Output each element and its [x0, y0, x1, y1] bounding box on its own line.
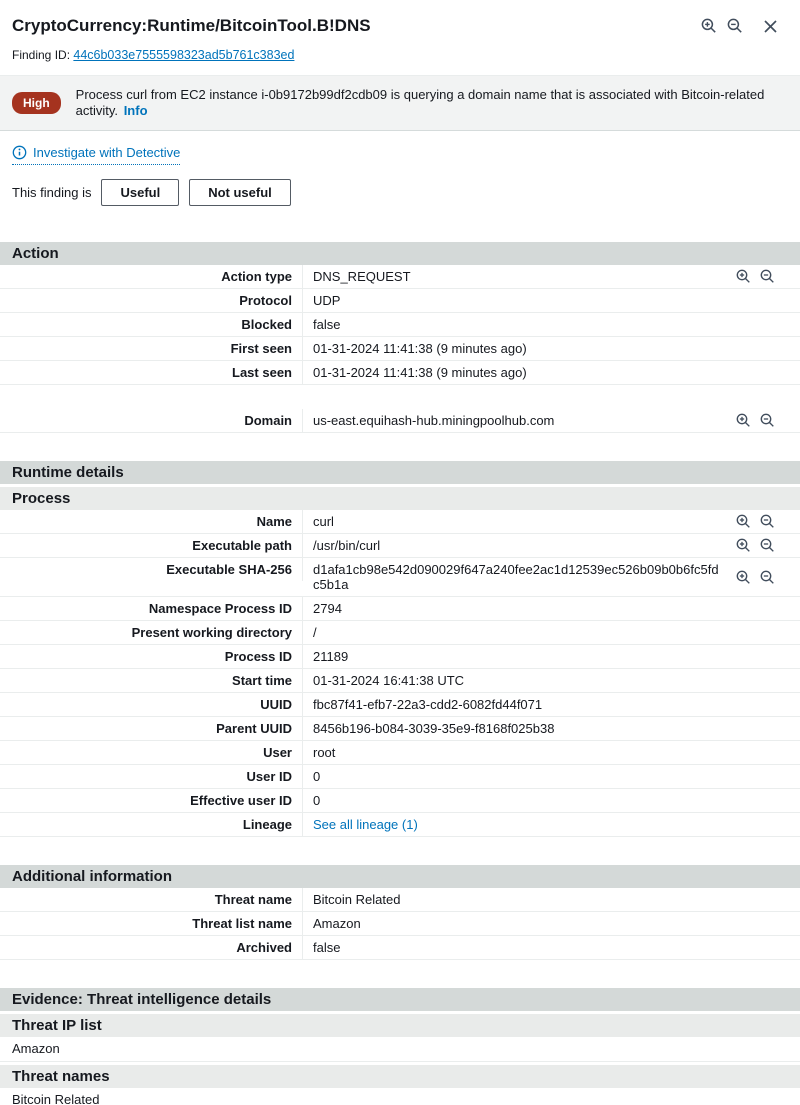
row-value — [303, 813, 800, 836]
row-label: User — [0, 741, 303, 764]
info-icon — [12, 145, 27, 160]
section-header-additional-information: Additional information — [0, 865, 800, 888]
sub-header-process: Process — [0, 487, 800, 510]
table-row — [0, 313, 800, 337]
finding-summary-band — [0, 75, 800, 131]
finding-id-line — [0, 36, 800, 62]
row-label: Lineage — [0, 813, 303, 836]
panel-header — [0, 0, 800, 36]
table-row — [0, 765, 800, 789]
process-table — [0, 510, 800, 837]
see-all-lineage-link[interactable]: See all lineage (1) — [313, 817, 418, 832]
finding-id-link[interactable]: 44c6b033e7555598323ad5b761c383ed — [73, 48, 295, 62]
table-row — [0, 510, 800, 534]
list-item: Amazon — [0, 1037, 800, 1062]
row-value: DNS_REQUEST — [313, 269, 411, 284]
zoom-in-icon[interactable] — [736, 413, 751, 428]
row-label: Executable SHA-256 — [0, 558, 303, 581]
feedback-label: This finding is — [12, 185, 92, 200]
zoom-out-icon[interactable] — [760, 538, 775, 553]
not-useful-button[interactable]: Not useful — [189, 179, 291, 206]
row-label: Domain — [0, 409, 303, 432]
row-value: 01-31-2024 11:41:38 (9 minutes ago) — [313, 341, 527, 356]
table-row — [0, 888, 800, 912]
row-value: / — [313, 625, 317, 640]
row-value: Bitcoin Related — [313, 892, 401, 907]
table-row — [0, 912, 800, 936]
table-spacer — [0, 385, 800, 409]
row-label: Namespace Process ID — [0, 597, 303, 620]
row-label: Name — [0, 510, 303, 533]
table-row — [0, 265, 800, 289]
table-row — [0, 789, 800, 813]
row-label: Executable path — [0, 534, 303, 557]
row-label: Threat list name — [0, 912, 303, 935]
row-value: 0 — [313, 793, 321, 808]
zoom-out-icon[interactable] — [760, 514, 775, 529]
zoom-out-icon[interactable] — [727, 18, 743, 34]
row-value: false — [313, 317, 341, 332]
row-value: 01-31-2024 16:41:38 UTC — [313, 673, 465, 688]
table-row — [0, 597, 800, 621]
row-filter-icons — [730, 514, 800, 529]
row-value: curl — [313, 514, 334, 529]
table-row — [0, 534, 800, 558]
table-row — [0, 741, 800, 765]
close-icon[interactable] — [763, 19, 778, 34]
table-row — [0, 936, 800, 960]
table-row — [0, 289, 800, 313]
row-label: Start time — [0, 669, 303, 692]
row-value: 21189 — [313, 649, 349, 664]
investigate-row — [0, 131, 800, 165]
additional-table — [0, 888, 800, 960]
row-label: Blocked — [0, 313, 303, 336]
row-value: d1afa1cb98e542d090029f647a240fee2ac1d12539ec526b09b0b6fc5fdc5b1a — [313, 562, 719, 592]
table-row — [0, 669, 800, 693]
row-value: 01-31-2024 11:41:38 (9 minutes ago) — [313, 365, 527, 380]
row-value: 0 — [313, 769, 321, 784]
useful-button[interactable]: Useful — [101, 179, 179, 206]
page-title: CryptoCurrency:Runtime/BitcoinTool.B!DNS — [12, 16, 371, 35]
row-label: Present working directory — [0, 621, 303, 644]
table-row — [0, 813, 800, 837]
header-actions — [701, 16, 778, 34]
row-filter-icons — [730, 538, 800, 553]
row-label: Effective user ID — [0, 789, 303, 812]
finding-description: Process curl from EC2 instance i-0b9172b99df2cdb09 is querying a domain name that is associated with Bitcoin-related activity. Info — [75, 87, 765, 118]
row-filter-icons — [730, 570, 800, 585]
row-value: us-east.equihash-hub.miningpoolhub.com — [313, 413, 555, 428]
action-table — [0, 265, 800, 433]
row-value: Amazon — [313, 916, 361, 931]
severity-badge: High — [12, 92, 61, 114]
info-link[interactable]: Info — [123, 103, 148, 118]
sub-header-threat-ip-list: Threat IP list — [0, 1014, 800, 1037]
row-value: false — [313, 940, 341, 955]
section-header-runtime-details: Runtime details — [0, 461, 800, 484]
table-row — [0, 717, 800, 741]
table-row — [0, 645, 800, 669]
investigate-with-detective-link[interactable]: Investigate with Detective — [12, 145, 180, 165]
zoom-in-icon[interactable] — [736, 514, 751, 529]
row-label: UUID — [0, 693, 303, 716]
feedback-row — [0, 165, 800, 206]
row-label: First seen — [0, 337, 303, 360]
row-filter-icons — [730, 413, 800, 428]
table-row — [0, 558, 800, 597]
row-label: Parent UUID — [0, 717, 303, 740]
row-label: Action type — [0, 265, 303, 288]
zoom-in-icon[interactable] — [736, 570, 751, 585]
list-item: Bitcoin Related — [0, 1088, 800, 1105]
row-filter-icons — [730, 269, 800, 284]
zoom-out-icon[interactable] — [760, 269, 775, 284]
zoom-in-icon[interactable] — [736, 269, 751, 284]
row-label: Threat name — [0, 888, 303, 911]
row-value: UDP — [313, 293, 341, 308]
row-value: /usr/bin/curl — [313, 538, 381, 553]
zoom-out-icon[interactable] — [760, 570, 775, 585]
table-row — [0, 361, 800, 385]
table-row — [0, 337, 800, 361]
section-header-action: Action — [0, 242, 800, 265]
row-value: 2794 — [313, 601, 342, 616]
row-value: 8456b196-b084-3039-35e9-f8168f025b38 — [313, 721, 555, 736]
row-value: fbc87f41-efb7-22a3-cdd2-6082fd44f071 — [313, 697, 543, 712]
row-label: Last seen — [0, 361, 303, 384]
table-row — [0, 693, 800, 717]
sub-header-threat-names: Threat names — [0, 1065, 800, 1088]
zoom-in-icon[interactable] — [701, 18, 717, 34]
row-value: root — [313, 745, 336, 760]
section-header-evidence: Evidence: Threat intelligence details — [0, 988, 800, 1011]
zoom-out-icon[interactable] — [760, 413, 775, 428]
row-label: Protocol — [0, 289, 303, 312]
zoom-in-icon[interactable] — [736, 538, 751, 553]
table-row — [0, 621, 800, 645]
row-label: User ID — [0, 765, 303, 788]
row-label: Process ID — [0, 645, 303, 668]
finding-id-label: Finding ID: — [12, 48, 71, 62]
row-label: Archived — [0, 936, 303, 959]
table-row — [0, 409, 800, 433]
